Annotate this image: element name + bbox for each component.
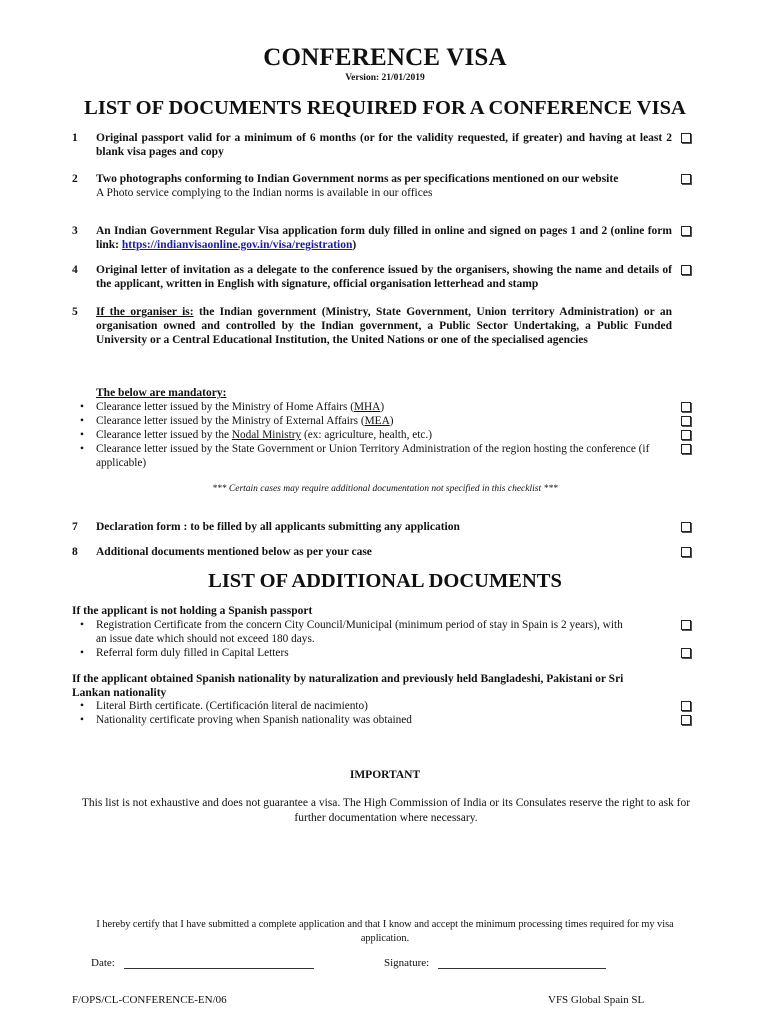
checkbox-nodal[interactable] <box>681 430 691 440</box>
bullet-text: Nationality certificate proving when Spanish nationality was obtained <box>96 714 412 726</box>
item-text-part: the Indian government (Ministry, State Government, Union territory Administration) or an organisation owned and controlled by the Indian government, a Public Sector Undertaking, a Public Funded University or a Central Educational Institution, the United Nations or one of the specialised agencies <box>96 306 673 346</box>
form-code: F/OPS/CL-CONFERENCE-EN/06 <box>72 994 227 1006</box>
item-text <box>96 224 672 252</box>
bullet: • <box>80 401 84 413</box>
list-item-1 <box>72 131 672 159</box>
signature-field <box>384 957 606 969</box>
list-item <box>80 646 660 660</box>
bullet-text: Clearance letter issued by the State Government or Union Territory Administration of the region hosting the conference (if applicable) <box>96 443 650 469</box>
bullet: • <box>80 443 84 455</box>
checklist-note: *** Certain cases may require additional documentation not specified in this checklist *** <box>212 484 558 494</box>
date-field <box>91 957 314 969</box>
group-title-non-spanish: If the applicant is not holding a Spanish passport <box>72 605 313 617</box>
list-item <box>80 713 660 727</box>
item-number: 2 <box>72 173 78 185</box>
text-part: Clearance letter issued by the Ministry of External Affairs ( <box>96 415 365 427</box>
list-item-5 <box>72 305 672 347</box>
company-name: VFS Global Spain SL <box>548 994 645 1006</box>
bullet-text <box>96 400 660 414</box>
document-title: CONFERENCE VISA <box>263 44 507 71</box>
text-part: Clearance letter issued by the Ministry of Home Affairs ( <box>96 401 354 413</box>
text-part: ) <box>380 401 385 413</box>
bullet: • <box>80 700 84 712</box>
text-part: ) <box>389 415 394 427</box>
mandatory-title: The below are mandatory: <box>96 387 227 399</box>
bullet: • <box>80 429 84 441</box>
bullet-text: Registration Certificate from the concern City Council/Municipal (minimum period of stay in Spain is 2 years), with an issue date which should not exceed 180 days. <box>96 619 623 645</box>
bullet-text: Referral form duly filled in Capital Letters <box>96 647 289 659</box>
date-label: Date: <box>91 957 115 969</box>
text-part: Clearance letter issued by the <box>96 429 232 441</box>
checkbox-registration-certificate[interactable] <box>681 620 691 630</box>
checkbox-item-1[interactable] <box>681 133 691 143</box>
item-number: 8 <box>72 546 78 558</box>
checkbox-birth-certificate[interactable] <box>681 701 691 711</box>
checkbox-referral-form[interactable] <box>681 648 691 658</box>
mandatory-item-mha <box>80 400 660 414</box>
list-item-4 <box>72 263 672 291</box>
bullet: • <box>80 619 84 631</box>
item-text: Original letter of invitation as a delegate to the conference issued by the organisers, showing the name and details of the applicant, written in English with signature, official organisation letterhead and stamp <box>96 264 672 290</box>
list-item-3 <box>72 224 672 252</box>
bullet-text <box>96 414 660 428</box>
checkbox-state[interactable] <box>681 444 691 454</box>
list-item <box>80 699 660 713</box>
item-number: 3 <box>72 225 78 237</box>
abbrev: MEA <box>364 415 390 427</box>
bullet: • <box>80 415 84 427</box>
checkbox-item-8[interactable] <box>681 547 691 557</box>
abbrev: MHA <box>353 401 381 413</box>
date-input-line[interactable] <box>124 958 314 969</box>
checkbox-mea[interactable] <box>681 416 691 426</box>
checkbox-item-2[interactable] <box>681 174 691 184</box>
item-number: 7 <box>72 521 78 533</box>
visa-registration-link[interactable]: https://indianvisaonline.gov.in/visa/registration <box>121 239 353 251</box>
bullet-text: Literal Birth certificate. (Certificación literal de nacimiento) <box>96 700 368 712</box>
item-text: Declaration form : to be filled by all applicants submitting any application <box>96 521 460 533</box>
mandatory-item-state <box>80 442 660 470</box>
important-text: This list is not exhaustive and does not guarantee a visa. The High Commission of India or its Consulates reserve the right to ask for further documentation where necessary. <box>81 797 691 824</box>
checkbox-mha[interactable] <box>681 402 691 412</box>
list-item-8 <box>72 545 672 559</box>
mandatory-item-nodal <box>80 428 660 442</box>
important-title: IMPORTANT <box>349 769 421 781</box>
certification-text: I hereby certify that I have submitted a complete application and that I know and accept the minimum processing times required for my visa application. <box>96 919 674 944</box>
item-text: Original passport valid for a minimum of 6 months (or for the validity requested, if greater) and having at least 2 blank visa pages and copy <box>96 132 672 158</box>
abbrev: Nodal Ministry <box>231 429 302 441</box>
item-text: Two photographs conforming to Indian Government norms as per specifications mentioned on our website <box>96 173 619 185</box>
text-part: (ex: agriculture, health, etc.) <box>301 429 432 441</box>
item-number: 4 <box>72 264 78 276</box>
item-text-part: An Indian Government Regular Visa application form duly filled in online and signed on pages 1 and 2 (online form link: <box>96 225 672 251</box>
item-number: 1 <box>72 132 78 144</box>
bullet: • <box>80 714 84 726</box>
checkbox-nationality-certificate[interactable] <box>681 715 691 725</box>
signature-input-line[interactable] <box>438 958 606 969</box>
list-item <box>80 618 660 646</box>
version-label: Version: 21/01/2019 <box>345 73 425 83</box>
additional-heading: LIST OF ADDITIONAL DOCUMENTS <box>208 570 562 592</box>
item-text-close: ) <box>352 239 357 251</box>
signature-label: Signature: <box>384 957 430 969</box>
section-heading: LIST OF DOCUMENTS REQUIRED FOR A CONFERENCE VISA <box>84 97 686 119</box>
item-note: A Photo service complying to the Indian norms is available in our offices <box>96 187 433 199</box>
mandatory-item-mea <box>80 414 660 428</box>
checkbox-item-3[interactable] <box>681 226 691 236</box>
group-title-naturalization: If the applicant obtained Spanish nationality by naturalization and previously held Bangladeshi, Pakistani or Sri Lankan nationality <box>72 673 624 699</box>
organiser-lead: If the organiser is: <box>96 306 194 318</box>
checkbox-item-7[interactable] <box>681 522 691 532</box>
item-text <box>96 305 672 347</box>
checkbox-item-4[interactable] <box>681 265 691 275</box>
item-text: Additional documents mentioned below as per your case <box>96 546 372 558</box>
item-number: 5 <box>72 306 78 318</box>
bullet: • <box>80 647 84 659</box>
bullet-text <box>96 428 660 442</box>
list-item-2 <box>72 172 672 200</box>
list-item-7 <box>72 520 672 534</box>
